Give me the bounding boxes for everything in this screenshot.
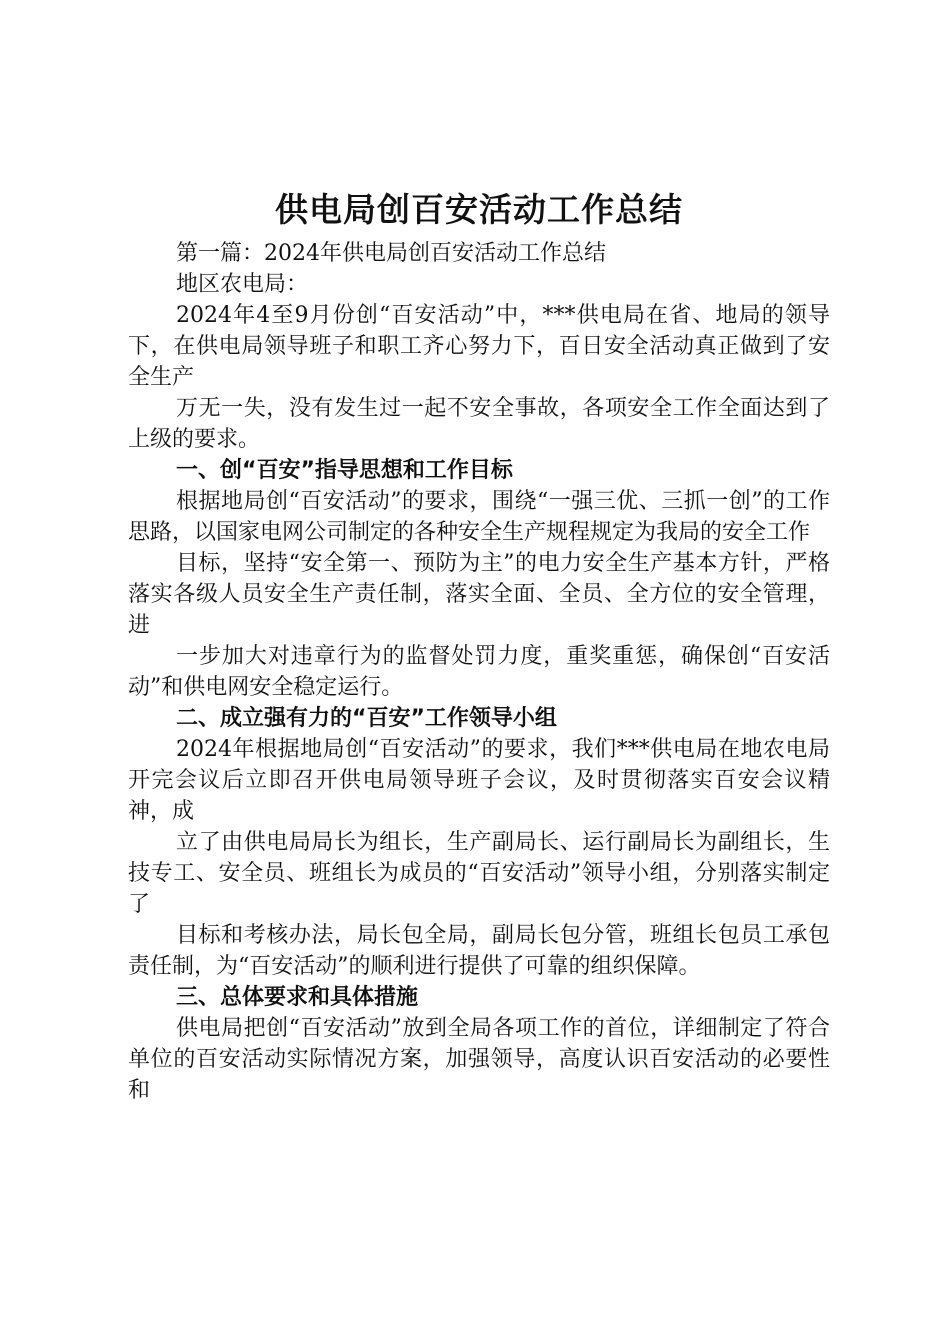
intro-paragraph-1: 2024年4至9月份创“百安活动”中，***供电局在省、地局的领导下，在供电局领导班子和职工齐心努力下，百日安全活动真正做到了安全生产 bbox=[128, 303, 830, 390]
document-title: 供电局创百安活动工作总结 bbox=[275, 190, 683, 229]
section-1-paragraph-2: 目标，坚持“安全第一、预防为主”的电力安全生产基本方针，严格落实各级人员安全生产责任制，落实全面、全员、全方位的安全管理，进 bbox=[128, 551, 830, 638]
addressee: 地区农电局： bbox=[176, 272, 309, 297]
section-2-paragraph-3: 目标和考核办法，局长包全局，副局长包分管，班组长包员工承包责任制，为“百安活动”的顺利进行提供了可靠的组织保障。 bbox=[128, 923, 830, 979]
intro-paragraph-2: 万无一失，没有发生过一起不安全事故，各项安全工作全面达到了上级的要求。 bbox=[128, 396, 830, 452]
section-heading-1: 一、创“百安”指导思想和工作目标 bbox=[176, 458, 513, 483]
section-1-paragraph-1: 根据地局创“百安活动”的要求，围绕“一强三优、三抓一创”的工作思路，以国家电网公司制定的各种安全生产规程规定为我局的安全工作 bbox=[128, 489, 830, 545]
section-1-paragraph-3: 一步加大对违章行为的监督处罚力度，重奖重惩，确保创“百安活动”和供电网安全稳定运行。 bbox=[128, 644, 830, 700]
section-2-paragraph-1: 2024年根据地局创“百安活动”的要求，我们***供电局在地农电局开完会议后立即召开供电局领导班子会议，及时贯彻落实百安会议精神，成 bbox=[128, 737, 830, 824]
section-3-paragraph-1: 供电局把创“百安活动”放到全局各项工作的首位，详细制定了符合单位的百安活动实际情况方案，加强领导，高度认识百安活动的必要性和 bbox=[128, 1016, 830, 1103]
section-heading-2: 二、成立强有力的“百安”工作领导小组 bbox=[176, 706, 557, 731]
document-subtitle: 第一篇：2024年供电局创百安活动工作总结 bbox=[176, 241, 606, 266]
section-heading-3: 三、总体要求和具体措施 bbox=[176, 985, 419, 1010]
section-2-paragraph-2: 立了由供电局局长为组长，生产副局长、运行副局长为副组长，生技专工、安全员、班组长为成员的“百安活动”领导小组，分别落实制定了 bbox=[128, 830, 830, 917]
